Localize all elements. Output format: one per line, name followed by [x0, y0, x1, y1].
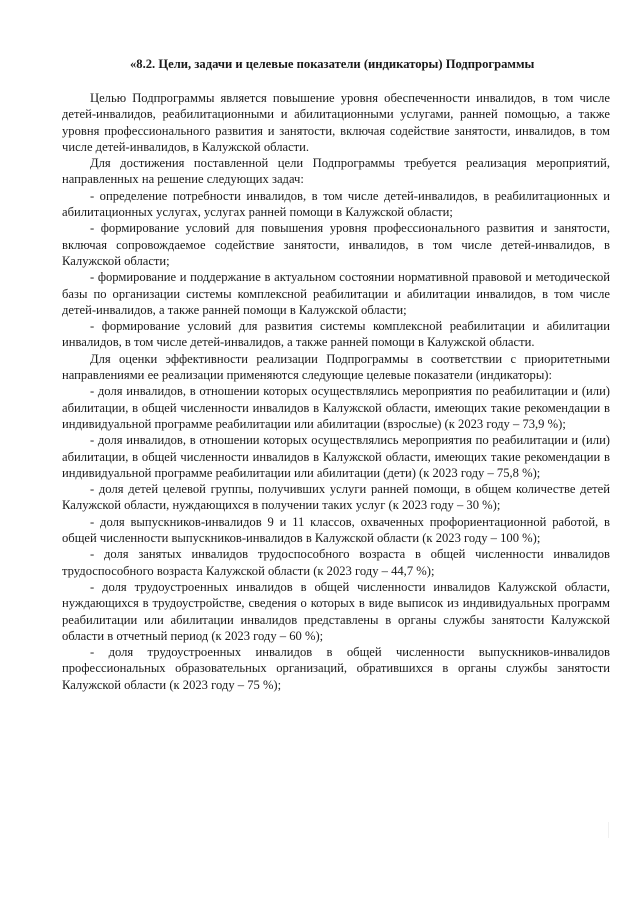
indicator-item: - доля инвалидов, в отношении которых осуществлялись мероприятия по реабилитации и (или) абилитации, в общей численности инвалидов в Калужской области, имеющих такие рекомендации в индивидуальной программе реабилитации или абилитации (дети) (к 2023 году – 75,8 %);: [62, 433, 610, 480]
tasks-intro-paragraph: Для достижения поставленной цели Подпрограммы требуется реализация мероприятий, направленных на решение следующих задач:: [62, 156, 610, 187]
task-item: - формирование условий для развития системы комплексной реабилитации и абилитации инвалидов, в том числе детей-инвалидов, а также ранней помощи в Калужской области.: [62, 319, 610, 350]
task-item: - формирование условий для повышения уровня профессионального развития и занятости, включая сопровождаемое содействие занятости, инвалидов, в том числе детей-инвалидов, в Калужской области;: [62, 221, 610, 268]
task-item: - определение потребности инвалидов, в том числе детей-инвалидов, в реабилитационных и абилитационных услугах, услугах ранней помощи в Калужской области;: [62, 188, 610, 220]
indicator-item: - доля детей целевой группы, получивших услуги ранней помощи, в общем количестве детей Калужской области, нуждающихся в получении таких услуг (к 2023 году – 30 %);: [62, 482, 610, 513]
indicator-item: - доля трудоустроенных инвалидов в общей численности инвалидов Калужской области, нуждающихся в трудоустройстве, сведения о которых в виде выписок из индивидуальных программ реабилитации или абилитации инвалидов представлены в органы службы занятости Калужской области в отчетный период (к 2023 году – 60 %);: [62, 579, 610, 643]
goal-paragraph: Целью Подпрограммы является повышение уровня обеспеченности инвалидов, в том числе детей-инвалидов, реабилитационными и абилитационными услугами, ранней помощью, а также уровня профессионального развития и занятости, включая содействие занятости, инвалидов, в том числе детей-инвалидов, в Калужской области.: [62, 91, 610, 154]
document-body: [62, 90, 610, 693]
task-item: - формирование и поддержание в актуальном состоянии нормативной правовой и методической базы по организации системы комплексной реабилитации и абилитации инвалидов, в том числе детей-инвалидов, а также ранней помощи в Калужской области;: [62, 270, 610, 317]
indicator-item: - доля занятых инвалидов трудоспособного возраста в общей численности инвалидов трудоспособного возраста Калужской области (к 2023 году – 44,7 %);: [62, 547, 610, 578]
indicator-item: - доля выпускников-инвалидов 9 и 11 классов, охваченных профориентационной работой, в общей численности выпускников-инвалидов в Калужской области (к 2023 году – 100 %);: [62, 514, 610, 546]
indicator-item: - доля инвалидов, в отношении которых осуществлялись мероприятия по реабилитации и (или) абилитации, в общей численности инвалидов в Калужской области, имеющих такие рекомендации в индивидуальной программе реабилитации или абилитации (взрослые) (к 2023 году – 73,9 %);: [62, 384, 610, 431]
section-heading: «8.2. Цели, задачи и целевые показатели (индикаторы) Подпрограммы: [130, 57, 535, 71]
indicator-item: - доля трудоустроенных инвалидов в общей численности выпускников-инвалидов профессиональных образовательных организаций, обратившихся в органы службы занятости Калужской области (к 2023 году – 75 %);: [62, 645, 610, 692]
indicators-intro-paragraph: Для оценки эффективности реализации Подпрограммы в соответствии с приоритетными направлениями ее реализации применяются следующие целевые показатели (индикаторы):: [62, 351, 610, 383]
scan-mark: [598, 822, 609, 838]
